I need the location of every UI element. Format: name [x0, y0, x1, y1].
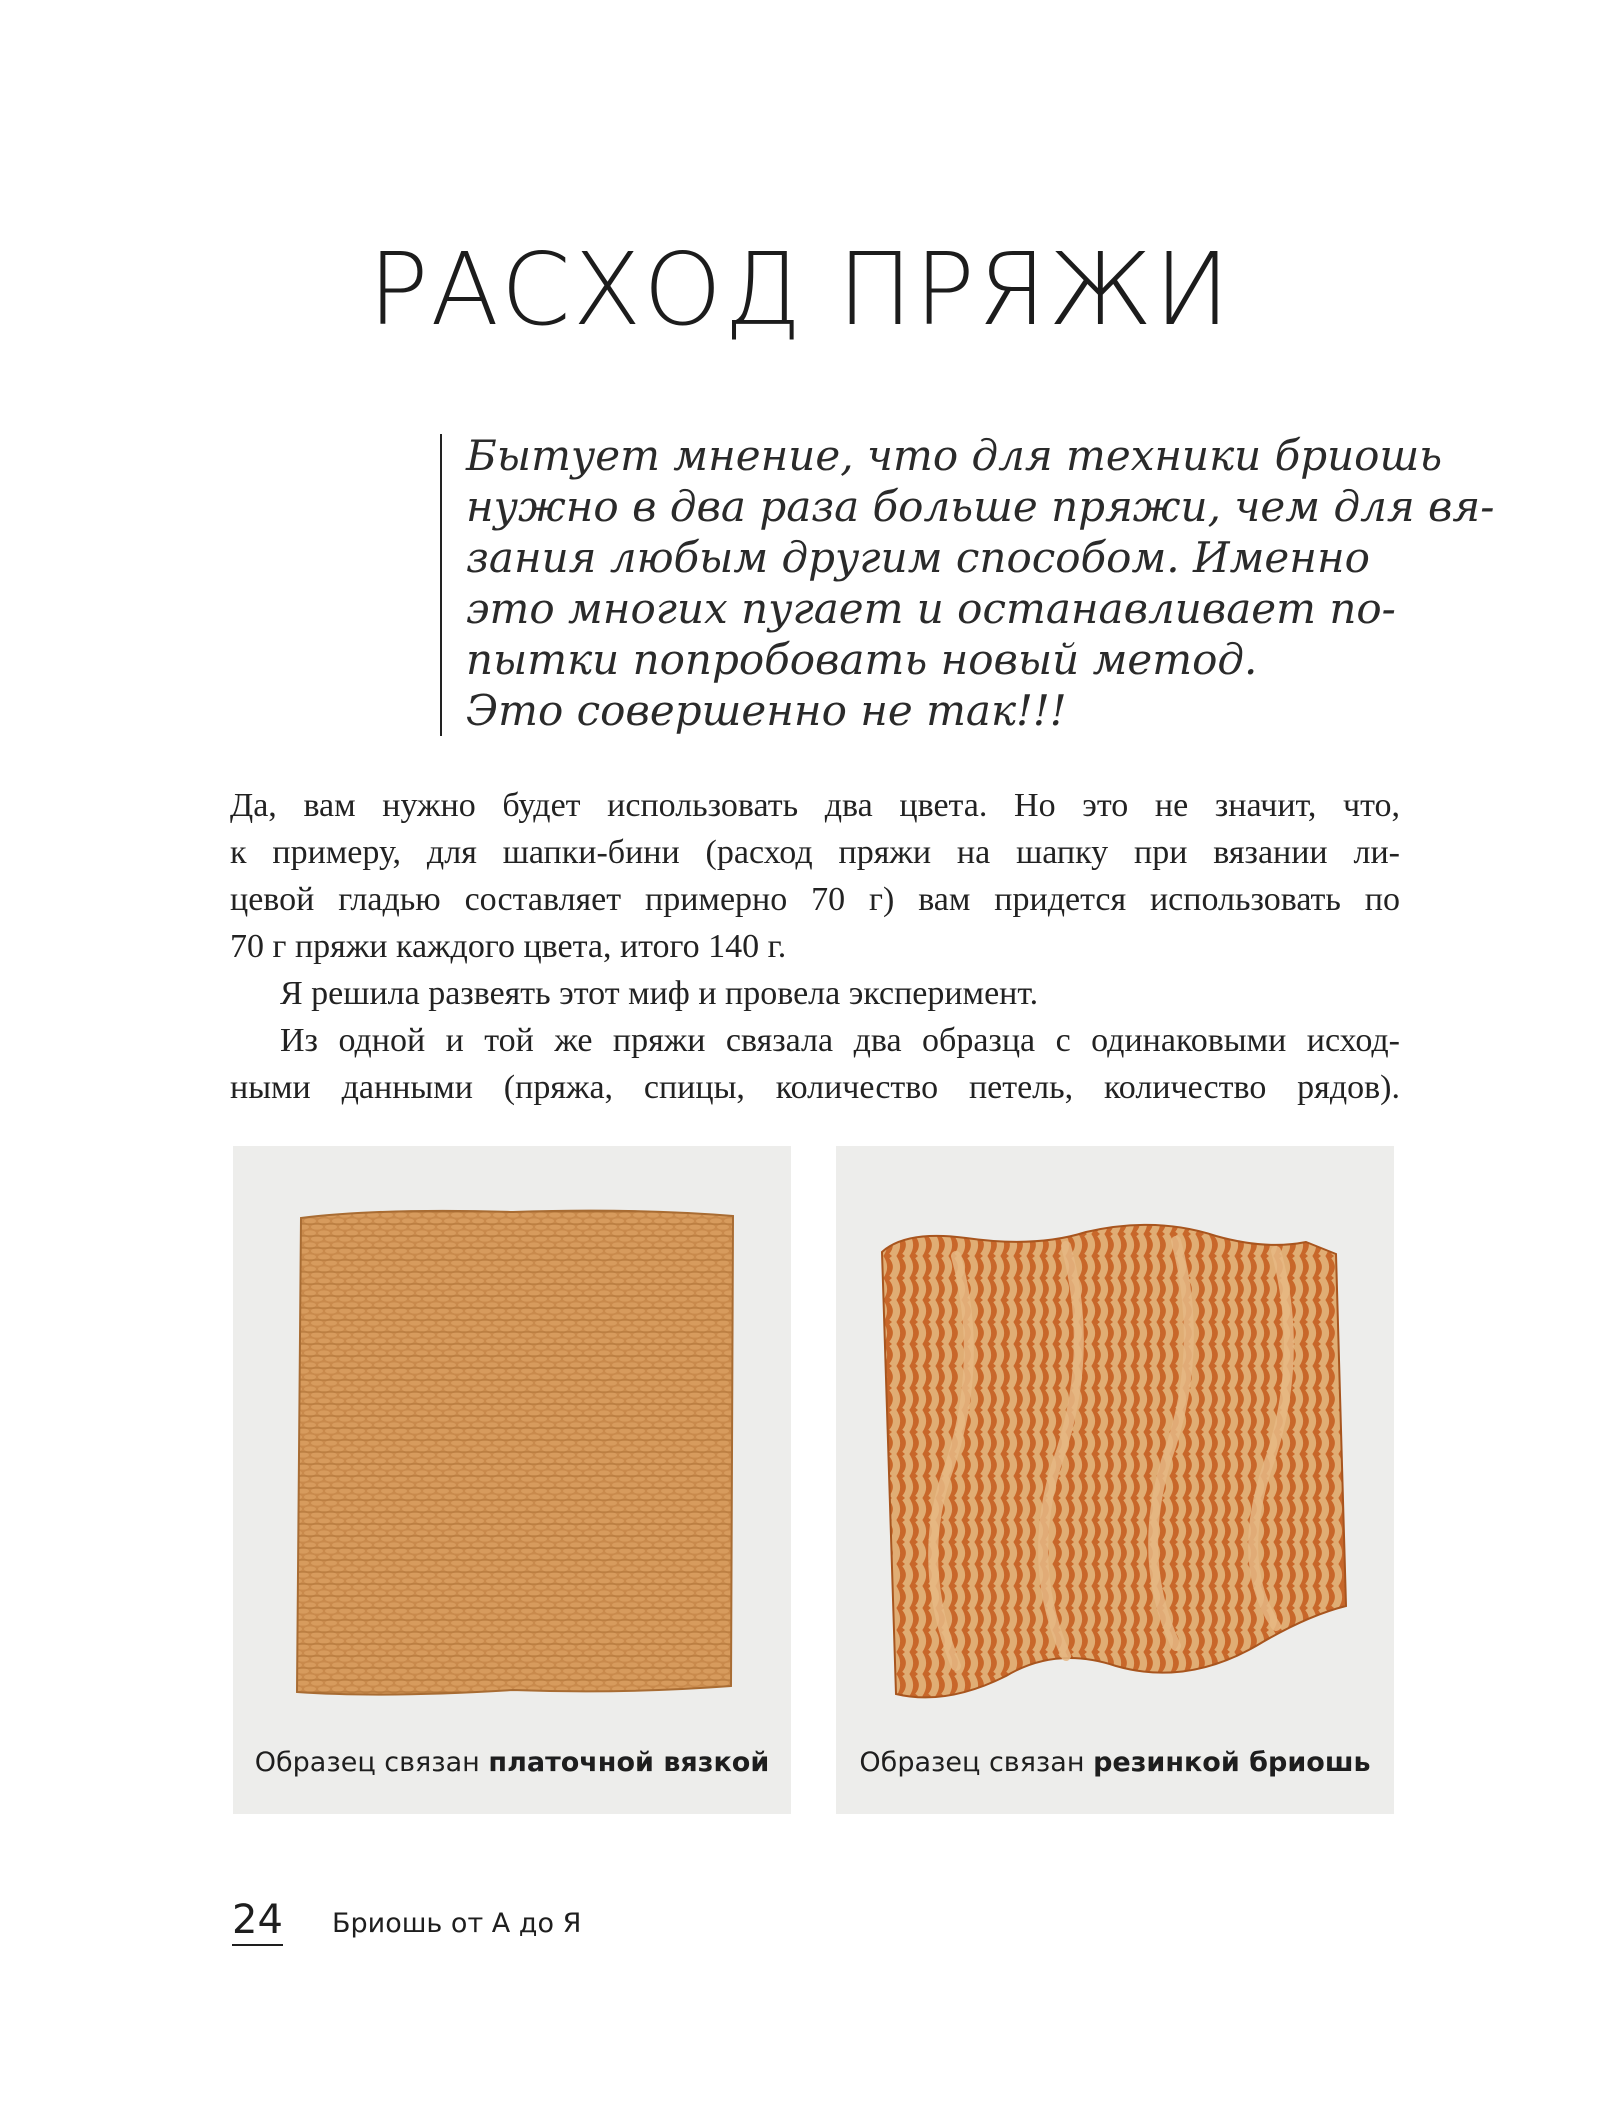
brioche-swatch-image: [836, 1146, 1394, 1814]
quote-rule: [440, 434, 442, 736]
quote-line: нужно в два раза больше пряжи, чем для вя-: [466, 482, 1495, 531]
caption-bold: платочной вязкой: [488, 1747, 770, 1778]
body-line: ными данными (пряжа, спицы, количество петель, количество рядов).: [230, 1069, 1400, 1106]
quote-line: это многих пугает и останавливает по-: [466, 584, 1396, 633]
body-line: к примеру, для шапки-бини (расход пряжи на шапку при вязании ли-: [230, 834, 1400, 871]
caption-prefix: Образец связан: [254, 1747, 489, 1778]
caption-bold: резинкой бриошь: [1093, 1747, 1371, 1778]
caption-prefix: Образец связан: [859, 1747, 1094, 1778]
quote-line: Это совершенно не так!!!: [466, 686, 1067, 735]
figure-caption: [836, 1747, 1394, 1778]
book-title: Бриошь от А до Я: [332, 1908, 582, 1939]
page-number: 24: [232, 1898, 283, 1946]
pull-quote: [466, 430, 1495, 736]
body-line: Из одной и той же пряжи связала два образца с одинаковыми исход-: [280, 1022, 1400, 1059]
quote-line: Бытует мнение, что для техники бриошь: [466, 431, 1443, 480]
figure-garter-swatch: [233, 1146, 791, 1814]
body-line: Я решила развеять этот миф и провела эксперимент.: [280, 975, 1039, 1012]
body-text: [230, 782, 1400, 1111]
body-line: цевой гладью составляет примерно 70 г) вам придется использовать по: [230, 881, 1400, 918]
figure-caption: [233, 1747, 791, 1778]
figure-brioche-swatch: [836, 1146, 1394, 1814]
garter-swatch-image: [233, 1146, 791, 1814]
body-line: 70 г пряжи каждого цвета, итого 140 г.: [230, 928, 787, 965]
page-title: РАСХОД ПРЯЖИ: [368, 231, 1232, 348]
quote-line: зания любым другим способом. Именно: [466, 533, 1370, 582]
quote-line: пытки попробовать новый метод.: [466, 635, 1258, 684]
body-line: Да, вам нужно будет использовать два цвета. Но это не значит, что,: [230, 787, 1400, 824]
